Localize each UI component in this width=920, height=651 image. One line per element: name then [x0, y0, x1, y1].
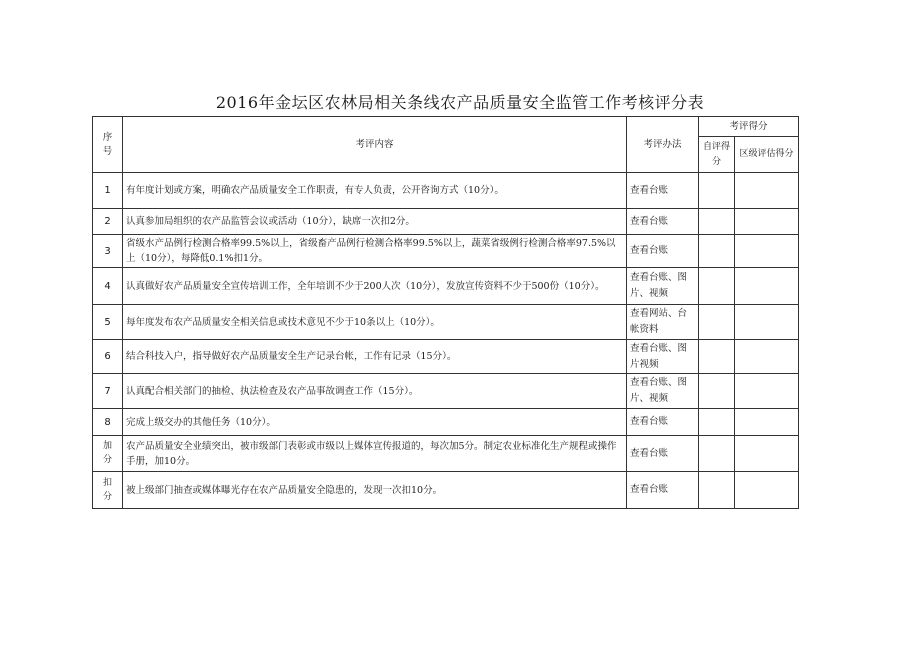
- row-number: 2: [93, 209, 123, 235]
- row-number: 4: [93, 268, 123, 305]
- table-row: [93, 305, 799, 340]
- row-content: 完成上级交办的其他任务（10分）。: [123, 409, 627, 436]
- district-score-cell[interactable]: [735, 305, 799, 340]
- table-row: [93, 374, 799, 409]
- row-content: 被上级部门抽查或媒体曝光存在农产品质量安全隐患的，发现一次扣10分。: [123, 472, 627, 509]
- row-method: 查看台账: [627, 235, 699, 268]
- row-number: 6: [93, 340, 123, 374]
- row-method: 查看台账: [627, 409, 699, 436]
- header-district-score: 区级评估得分: [735, 137, 799, 173]
- self-score-cell[interactable]: [699, 374, 735, 409]
- self-score-cell[interactable]: [699, 340, 735, 374]
- district-score-cell[interactable]: [735, 209, 799, 235]
- row-method: 查看台账、图片视频: [627, 340, 699, 374]
- district-score-cell[interactable]: [735, 268, 799, 305]
- district-score-cell[interactable]: [735, 235, 799, 268]
- row-number: 7: [93, 374, 123, 409]
- row-content: 认真参加局组织的农产品监管会议或活动（10分），缺席一次扣2分。: [123, 209, 627, 235]
- district-score-cell[interactable]: [735, 409, 799, 436]
- row-method: 查看台账、图片、视频: [627, 374, 699, 409]
- row-content: 结合科技入户，指导做好农产品质量安全生产记录台帐，工作有记录（15分）。: [123, 340, 627, 374]
- row-method: 查看网站、台帐资料: [627, 305, 699, 340]
- table-row: [93, 340, 799, 374]
- row-content: 省级水产品例行检测合格率99.5%以上，省级畜产品例行检测合格率99.5%以上，蔬菜省级例行检测合格率97.5%以上（10分），每降低0.1%扣1分。: [123, 235, 627, 268]
- row-content: 有年度计划或方案，明确农产品质量安全工作职责，有专人负责，公开咨询方式（10分）。: [123, 173, 627, 209]
- table-row: [93, 209, 799, 235]
- row-number: 1: [93, 173, 123, 209]
- row-method: 查看台账: [627, 209, 699, 235]
- district-score-cell[interactable]: [735, 374, 799, 409]
- row-method: 查看台账: [627, 472, 699, 509]
- self-score-cell[interactable]: [699, 472, 735, 509]
- table-row: [93, 436, 799, 472]
- self-score-cell[interactable]: [699, 209, 735, 235]
- header-seq: 序号: [93, 117, 123, 173]
- row-method: 查看台账: [627, 436, 699, 472]
- score-table: [92, 116, 799, 509]
- self-score-cell[interactable]: [699, 235, 735, 268]
- row-content: 认真做好农产品质量安全宣传培训工作，全年培训不少于200人次（10分），发放宣传资料不少于500份（10分）。: [123, 268, 627, 305]
- self-score-cell[interactable]: [699, 173, 735, 209]
- table-row: [93, 472, 799, 509]
- row-content: 认真配合相关部门的抽检、执法检查及农产品事故调查工作（15分）。: [123, 374, 627, 409]
- header-content: 考评内容: [123, 117, 627, 173]
- table-row: [93, 409, 799, 436]
- district-score-cell[interactable]: [735, 173, 799, 209]
- row-number: 加分: [93, 436, 123, 472]
- row-number: 8: [93, 409, 123, 436]
- self-score-cell[interactable]: [699, 268, 735, 305]
- row-number: 3: [93, 235, 123, 268]
- row-content: 每年度发布农产品质量安全相关信息或技术意见不少于10条以上（10分）。: [123, 305, 627, 340]
- district-score-cell[interactable]: [735, 340, 799, 374]
- row-method: 查看台账: [627, 173, 699, 209]
- table-row: [93, 235, 799, 268]
- row-number: 5: [93, 305, 123, 340]
- row-content: 农产品质量安全业绩突出，被市级部门表彰或市级以上媒体宣传报道的，每次加5分。制定农业标准化生产规程或操作手册，加10分。: [123, 436, 627, 472]
- page-title: 2016年金坛区农林局相关条线农产品质量安全监管工作考核评分表: [215, 93, 705, 112]
- district-score-cell[interactable]: [735, 472, 799, 509]
- self-score-cell[interactable]: [699, 409, 735, 436]
- row-number: 扣分: [93, 472, 123, 509]
- self-score-cell[interactable]: [699, 436, 735, 472]
- self-score-cell[interactable]: [699, 305, 735, 340]
- header-row-1: [93, 117, 799, 137]
- table-row: [93, 268, 799, 305]
- table-row: [93, 173, 799, 209]
- row-method: 查看台账、图片、视频: [627, 268, 699, 305]
- district-score-cell[interactable]: [735, 436, 799, 472]
- header-method: 考评办法: [627, 117, 699, 173]
- header-score-group: 考评得分: [699, 117, 799, 137]
- header-self-score: 自评得分: [699, 137, 735, 173]
